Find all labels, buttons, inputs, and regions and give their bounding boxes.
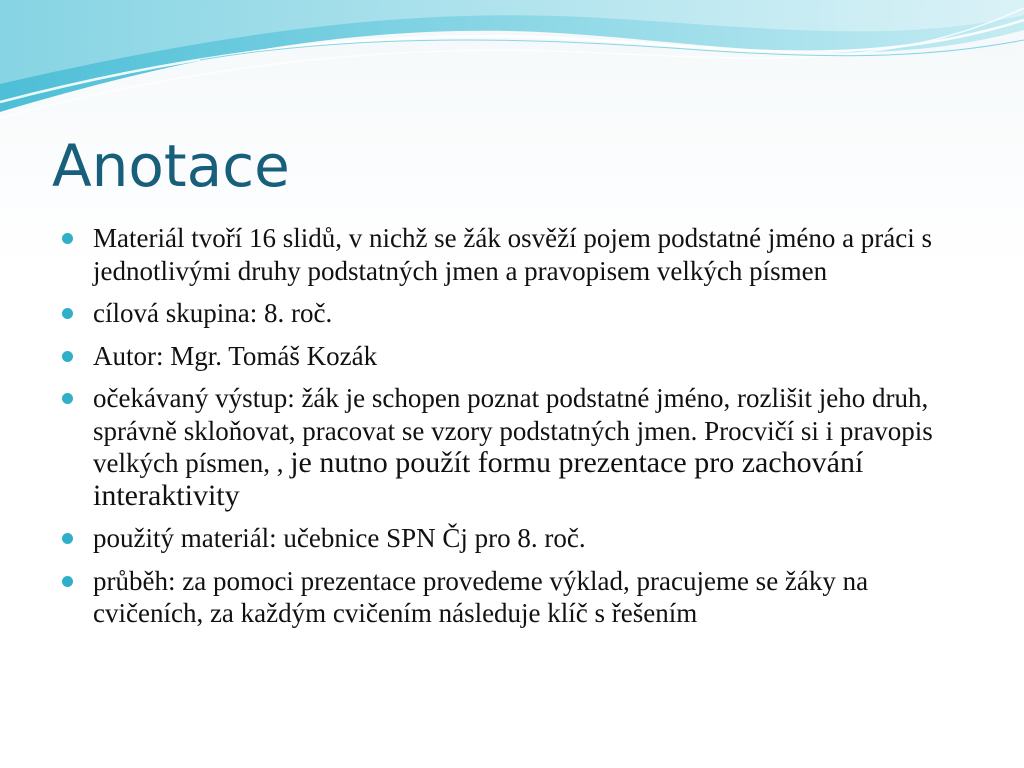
slide-title: Anotace xyxy=(52,132,290,200)
bullet-dot-icon xyxy=(62,351,73,362)
bullet-text: průběh: za pomoci prezentace provedeme výklad, pracujeme se žáky na cvičeních, za každým cvičením následuje klíč s řešením xyxy=(93,565,869,628)
bullet-text: cílová skupina: 8. roč. xyxy=(93,298,333,328)
bullet-text: Autor: Mgr. Tomáš Kozák xyxy=(93,340,378,371)
bullet-item-material xyxy=(62,222,972,287)
bullet-dot-icon xyxy=(62,308,73,319)
bullet-dot-icon xyxy=(62,576,73,587)
bullet-dot-icon xyxy=(62,533,73,544)
bullet-text: použitý materiál: učebnice SPN Čj pro 8. roč. xyxy=(93,523,586,553)
bullet-item-used-material xyxy=(62,522,972,555)
bullet-item-target-group xyxy=(62,297,972,330)
bullet-item-expected-output xyxy=(62,382,972,512)
bullet-item-author xyxy=(62,340,972,373)
bullet-text: očekávaný výstup: žák je schopen poznat podstatné jméno, rozlišit jeho druh, správně skloňovat, pracovat se vzory podstatných jmen. Procvičí si i pravopis velkých písmen, , xyxy=(93,383,933,478)
bullet-list xyxy=(62,222,972,640)
bullet-dot-icon xyxy=(62,233,73,244)
bullet-text-emphasis: je nutno použít formu prezentace pro zachování interaktivity xyxy=(93,446,864,512)
bullet-text: Materiál tvoří 16 slidů, v nichž se žák osvěží pojem podstatné jméno a práci s jednotlivými druhy podstatných jmen a pravopisem velkých písmen xyxy=(93,223,933,286)
header-wave-decoration xyxy=(0,0,1024,130)
bullet-dot-icon xyxy=(62,393,73,404)
bullet-item-procedure xyxy=(62,565,972,630)
